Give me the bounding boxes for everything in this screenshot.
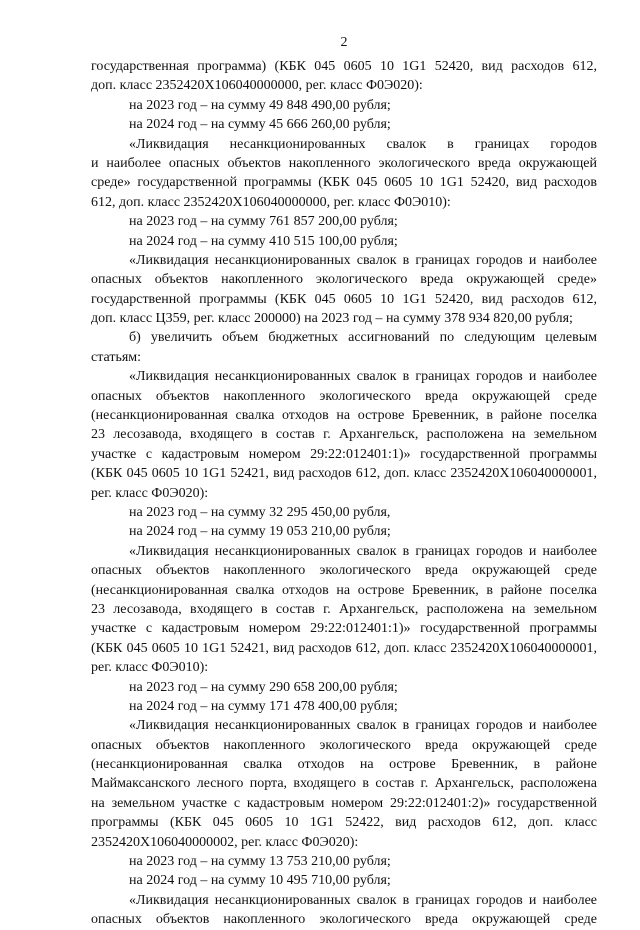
text-line: на 2024 год – на сумму 45 666 260,00 рубля;: [129, 117, 391, 133]
text-line: «Ликвидация несанкционированных свалок в границах городов и наиболее: [129, 543, 597, 559]
text-line: на 2024 год – на сумму 410 515 100,00 рубля;: [129, 233, 398, 249]
text-line: опасных объектов накопленного экологического вреда окружающей среде: [91, 737, 597, 753]
text-line: на 2023 год – на сумму 49 848 490,00 рубля;: [129, 97, 391, 113]
text-line: опасных объектов накопленного экологического вреда окружающей среде»: [91, 272, 597, 288]
text-line: (КБК 045 0605 10 1G1 52421, вид расходов 612, доп. класс 2352420Х106040000001,: [91, 640, 597, 656]
text-line: «Ликвидация несанкционированных свалок в границах городов и наиболее: [129, 892, 597, 908]
text-line: рег. класс Ф0Э020):: [91, 485, 209, 501]
text-line: на 2024 год – на сумму 19 053 210,00 рубля;: [129, 524, 391, 540]
text-line: государственной программы (КБК 045 0605 10 1G1 52420, вид расходов 612,: [91, 291, 597, 307]
text-line: опасных объектов накопленного экологического вреда окружающей среде: [91, 563, 597, 579]
text-line: на 2023 год – на сумму 290 658 200,00 рубля;: [129, 679, 398, 695]
text-line: «Ликвидация несанкционированных свалок в границах городов: [129, 136, 597, 152]
text-line: на 2024 год – на сумму 171 478 400,00 рубля;: [129, 698, 398, 714]
text-line: (несанкционированная свалка отходов на острове Бревенник, в районе поселка: [91, 582, 597, 598]
text-line: среде» государственной программы (КБК 045 0605 10 1G1 52420, вид расходов: [91, 175, 597, 191]
text-line: опасных объектов накопленного экологического вреда окружающей среде: [91, 912, 597, 928]
text-line: программы (КБК 045 0605 10 1G1 52422, вид расходов 612, доп. класс: [91, 815, 597, 831]
text-line: и наиболее опасных объектов накопленного экологического вреда окружающей: [91, 155, 597, 171]
text-line: (КБК 045 0605 10 1G1 52421, вид расходов 612, доп. класс 2352420Х106040000001,: [91, 466, 597, 482]
text-line: (несанкционированная свалка отходов на острове Бревенник, в районе поселка: [91, 408, 597, 424]
text-line: опасных объектов накопленного экологического вреда окружающей среде: [91, 388, 597, 404]
text-line: рег. класс Ф0Э010):: [91, 660, 209, 676]
text-line: доп. класс Ц359, рег. класс 200000) на 2023 год – на сумму 378 934 820,00 рубля;: [91, 311, 573, 327]
text-line: статьям:: [91, 349, 142, 365]
text-line: «Ликвидация несанкционированных свалок в границах городов и наиболее: [129, 369, 597, 385]
text-line: на 2023 год – на сумму 761 857 200,00 рубля;: [129, 214, 398, 230]
text-line: 23 лесозавода, входящего в состав г. Архангельск, расположена на земельном: [91, 427, 597, 443]
text-line: на 2024 год – на сумму 10 495 710,00 рубля;: [129, 873, 391, 889]
text-line: государственная программа) (КБК 045 0605 10 1G1 52420, вид расходов 612,: [91, 59, 597, 74]
text-line: «Ликвидация несанкционированных свалок в границах городов и наиболее: [129, 252, 597, 268]
text-line: на земельном участке с кадастровым номером 29:22:012401:2)» государственной: [91, 795, 597, 811]
text-line: 2352420Х106040000002, рег. класс Ф0Э020):: [91, 834, 359, 850]
text-line: на 2023 год – на сумму 13 753 210,00 рубля;: [129, 854, 391, 870]
text-line: участке с кадастровым номером 29:22:012401:1)» государственной программы: [91, 446, 597, 462]
text-line: доп. класс 2352420Х106040000000, рег. класс Ф0Э020):: [91, 78, 423, 94]
page-number: 2: [340, 35, 348, 50]
text-line: «Ликвидация несанкционированных свалок в границах городов и наиболее: [129, 718, 597, 734]
text-line: 612, доп. класс 2352420Х106040000000, рег. класс Ф0Э010):: [91, 194, 451, 210]
text-line: на 2023 год – на сумму 32 295 450,00 рубля,: [129, 504, 391, 520]
text-line: участке с кадастровым номером 29:22:012401:1)» государственной программы: [91, 621, 597, 637]
text-line: 23 лесозавода, входящего в состав г. Архангельск, расположена на земельном: [91, 601, 597, 617]
text-line: Маймаксанского лесного порта, входящего в состав г. Архангельск, расположена: [91, 776, 597, 792]
text-line: (несанкционированная свалка отходов на острове Бревенник, в районе: [91, 757, 597, 773]
text-line: б) увеличить объем бюджетных ассигнований по следующим целевым: [129, 330, 597, 346]
document-body: [91, 57, 597, 930]
